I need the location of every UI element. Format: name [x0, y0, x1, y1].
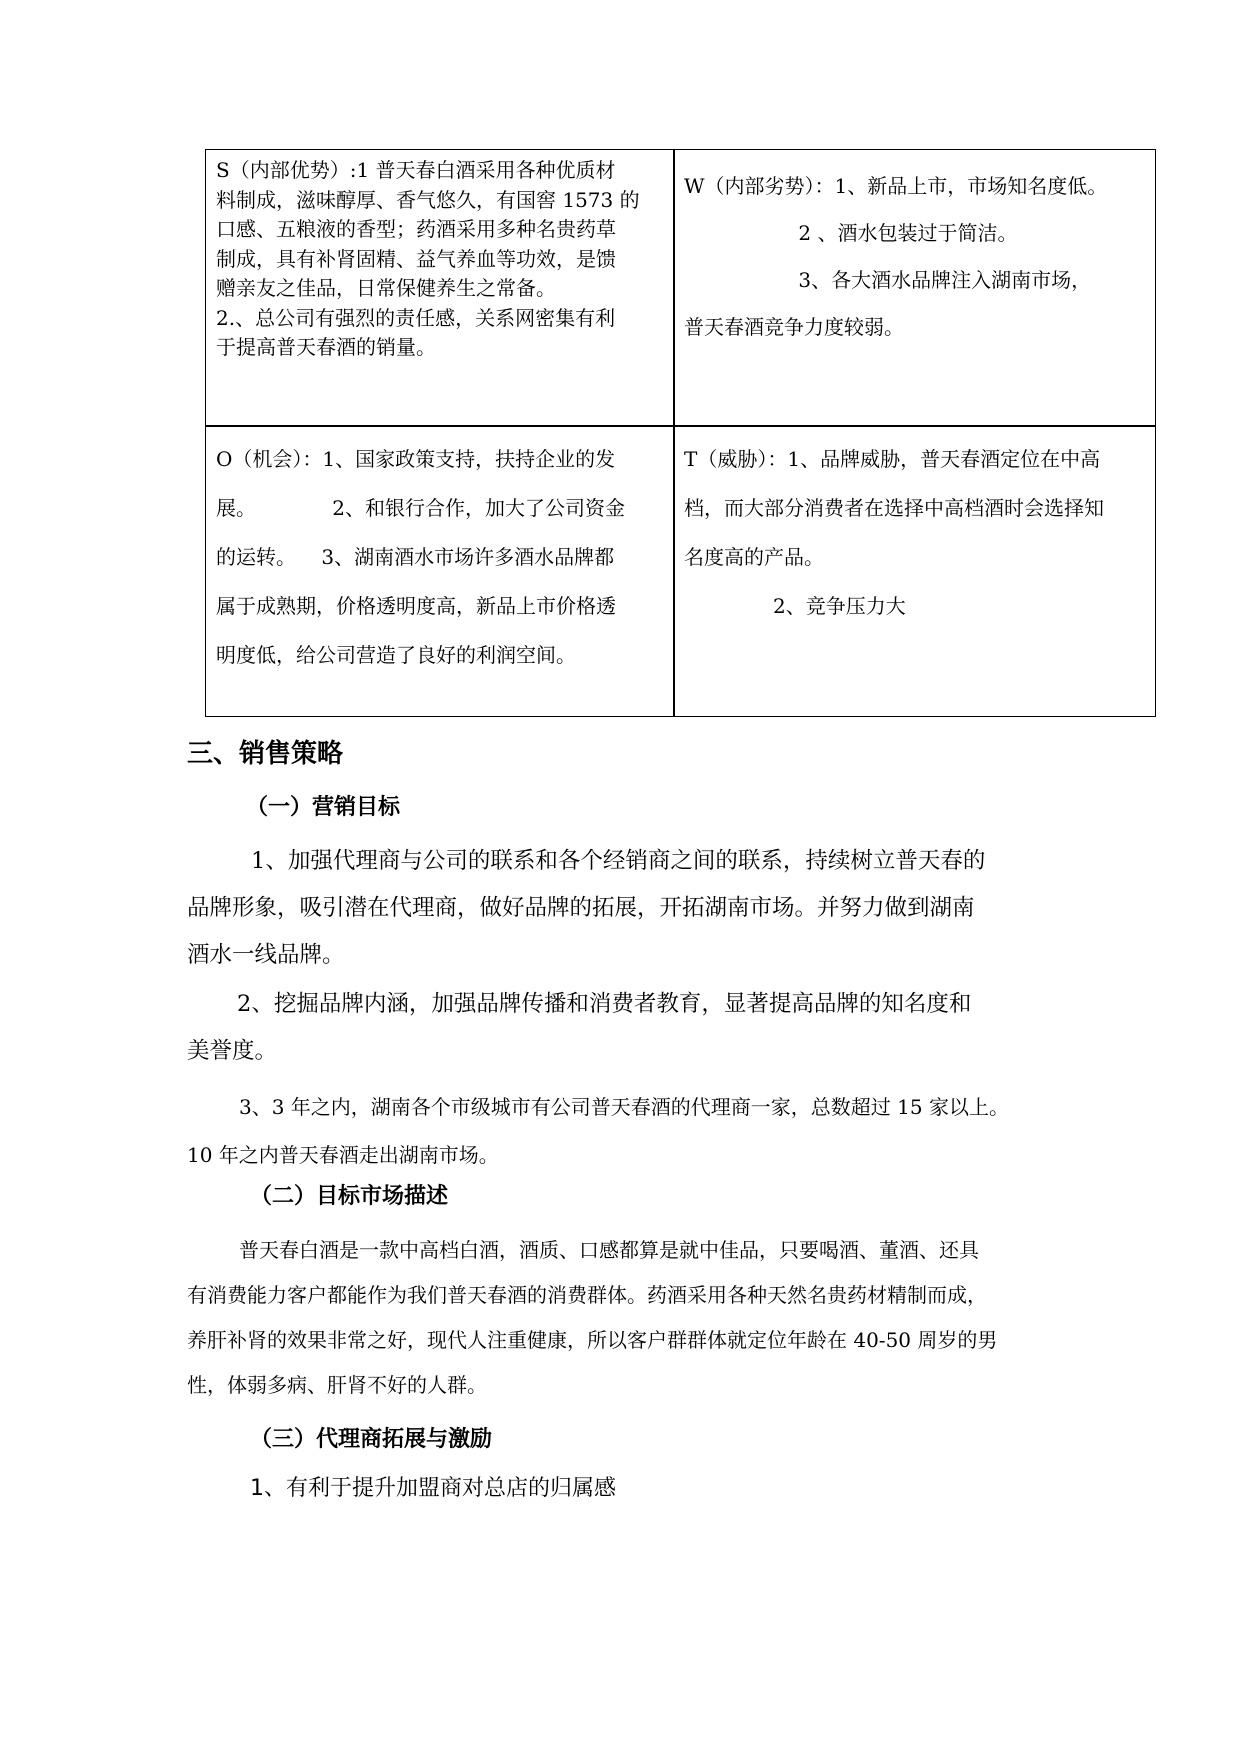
- paragraph-line: 10 年之内普天春酒走出湖南市场。: [187, 1143, 499, 1167]
- agent-item-1: 1、有利于提升加盟商对总店的归属感: [250, 1476, 616, 1501]
- marketing-goal-paragraph-1: [187, 838, 985, 979]
- marketing-goal-paragraph-3: [187, 1083, 1009, 1179]
- paragraph-line: 酒水一线品牌。: [187, 942, 345, 968]
- threats-line: T（威胁）：1、品牌威胁，普天春酒定位在中高: [684, 447, 1101, 471]
- paragraph-line: 2、挖掘品牌内涵，加强品牌传播和消费者教育，显著提高品牌的知名度和: [237, 991, 972, 1017]
- marketing-goal-paragraph-2: [187, 981, 971, 1075]
- table-divider-horizontal: [206, 425, 1155, 427]
- table-divider-vertical: [673, 150, 675, 716]
- opportunities-line: 的运转。 3、湖南酒水市场许多酒水品牌都: [216, 545, 615, 569]
- paragraph-line: 3、3 年之内，湖南各个市级城市有公司普天春酒的代理商一家，总数超过 15 家以上。: [239, 1095, 1009, 1119]
- swot-weaknesses-cell: [684, 163, 1149, 351]
- opportunities-line: 展。 2、和银行合作，加大了公司资金: [216, 496, 626, 520]
- paragraph-line: 美誉度。: [187, 1038, 278, 1064]
- paragraph-line: 品牌形象，吸引潜在代理商，做好品牌的拓展，开拓湖南市场。并努力做到湖南: [187, 895, 975, 921]
- subsection-heading-3: （三）代理商拓展与激励: [250, 1427, 493, 1452]
- swot-table: [205, 149, 1156, 717]
- opportunities-line: O（机会）：1、国家政策支持，扶持企业的发: [216, 447, 616, 471]
- weaknesses-line: 2 、酒水包装过于简洁。: [684, 221, 1018, 245]
- threats-line: 名度高的产品。: [684, 545, 824, 569]
- subsection-heading-2: （二）目标市场描述: [250, 1184, 449, 1209]
- paragraph-line: 1、加强代理商与公司的联系和各个经销商之间的联系，持续树立普天春的: [251, 848, 986, 874]
- strengths-line: 2.、总公司有强烈的责任感，关系网密集有利: [216, 305, 616, 330]
- target-market-paragraph: [187, 1228, 997, 1408]
- strengths-line: 于提高普天春酒的销量。: [216, 335, 436, 359]
- weaknesses-line: 3、各大酒水品牌注入湖南市场，: [684, 268, 1092, 292]
- strengths-line: S（内部优势）:1 普天春白酒采用各种优质材: [216, 158, 616, 182]
- swot-strengths-cell: [216, 156, 666, 363]
- paragraph-line: 普天春白酒是一款中高档白酒，酒质、口感都算是就中佳品，只要喝酒、董酒、还具: [239, 1238, 979, 1262]
- paragraph-line: 养肝补肾的效果非常之好，现代人注重健康，所以客户群群体就定位年龄在 40-50 周岁的男: [187, 1328, 998, 1352]
- swot-threats-cell: [684, 435, 1149, 631]
- opportunities-line: 明度低，给公司营造了良好的利润空间。: [216, 643, 576, 667]
- opportunities-line: 属于成熟期，价格透明度高，新品上市价格透: [216, 594, 616, 618]
- threats-line: 2、竞争压力大: [684, 594, 906, 618]
- threats-line: 档，而大部分消费者在选择中高档酒时会选择知: [684, 496, 1104, 520]
- weaknesses-line: W（内部劣势）：1、新品上市，市场知名度低。: [684, 174, 1108, 198]
- strengths-line: 料制成，滋味醇厚、香气悠久，有国窖 1573 的: [216, 187, 640, 212]
- subsection-heading-1: （一）营销目标: [246, 795, 401, 820]
- weaknesses-line: 普天春酒竞争力度较弱。: [684, 315, 904, 339]
- swot-opportunities-cell: [216, 435, 666, 680]
- paragraph-line: 性，体弱多病、肝肾不好的人群。: [187, 1373, 487, 1397]
- strengths-line: 制成，具有补肾固精、益气养血等功效，是馈: [216, 246, 616, 271]
- paragraph-line: 有消费能力客户都能作为我们普天春酒的消费群体。药酒采用各种天然名贵药材精制而成，: [187, 1283, 987, 1307]
- strengths-line: 赠亲友之佳品，日常保健养生之常备。: [216, 276, 556, 300]
- strengths-line: 口感、五粮液的香型；药酒采用多种名贵药草: [216, 217, 616, 241]
- section-heading: 三、销售策略: [187, 739, 344, 769]
